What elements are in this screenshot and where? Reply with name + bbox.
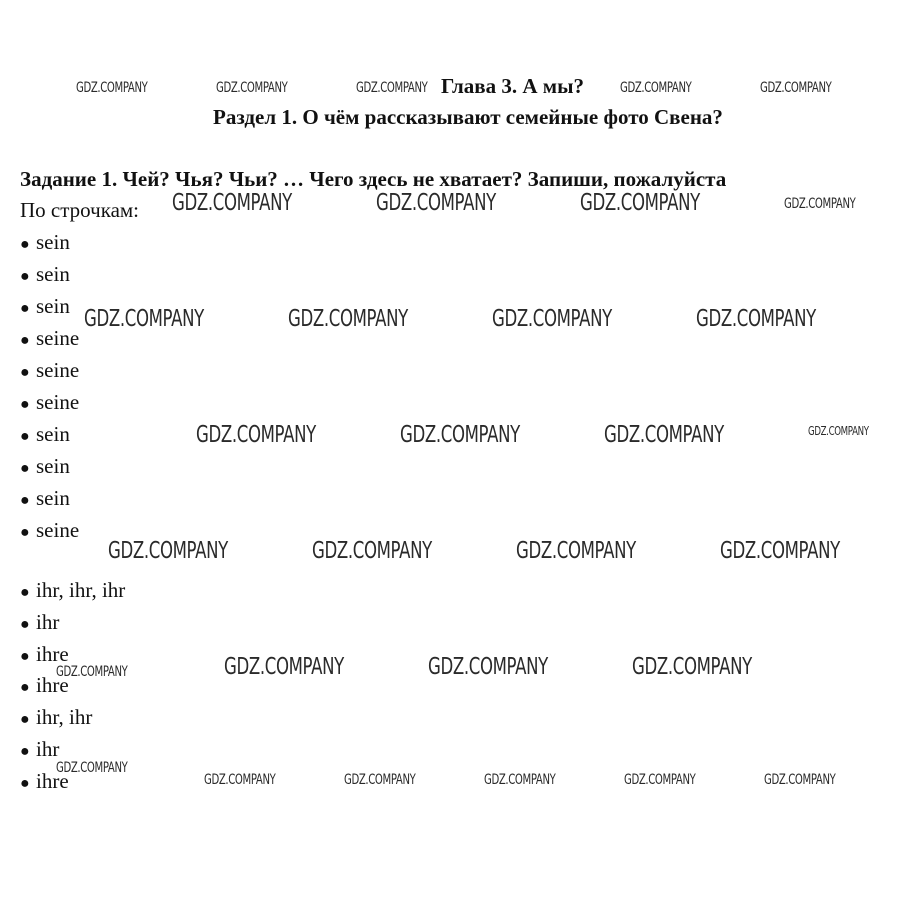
watermark: GDZ.COMPANY — [312, 538, 432, 564]
answer-text: seine — [36, 390, 80, 414]
answer-text: seine — [36, 518, 80, 542]
answer-text: ihr, ihr — [36, 705, 93, 730]
task-title: Задание 1. Чей? Чья? Чьи? … Чего здесь не хватает? Запиши, пожалуйста — [20, 167, 727, 191]
watermark: GDZ.COMPANY — [516, 538, 636, 564]
list-item — [20, 258, 79, 290]
answer-text: ihr — [36, 736, 60, 761]
answer-text: ihre — [36, 641, 69, 666]
watermark: GDZ.COMPANY — [784, 196, 856, 212]
bullet-icon: ● — [20, 492, 30, 509]
bullet-icon: ● — [20, 524, 30, 541]
list-item — [20, 575, 125, 607]
answer-text: seine — [36, 358, 80, 382]
watermark: GDZ.COMPANY — [764, 772, 836, 788]
watermark: GDZ.COMPANY — [356, 80, 428, 96]
answer-text: sein — [36, 230, 70, 254]
watermark: GDZ.COMPANY — [216, 80, 288, 96]
answer-text: sein — [36, 422, 70, 446]
watermark: GDZ.COMPANY — [492, 306, 612, 332]
watermark: GDZ.COMPANY — [288, 306, 408, 332]
bullet-icon: ● — [20, 300, 30, 317]
watermark: GDZ.COMPANY — [172, 190, 292, 216]
watermark: GDZ.COMPANY — [808, 424, 869, 438]
bullet-icon: ● — [20, 711, 30, 729]
section-heading: Раздел 1. О чём рассказывают семейные фото Свена? — [213, 105, 723, 129]
bullet-icon: ● — [20, 460, 30, 477]
watermark: GDZ.COMPANY — [624, 772, 696, 788]
bullet-icon: ● — [20, 332, 30, 349]
watermark: GDZ.COMPANY — [580, 190, 700, 216]
watermark: GDZ.COMPANY — [196, 422, 316, 448]
watermark: GDZ.COMPANY — [344, 772, 416, 788]
list-item — [20, 226, 79, 258]
watermark: GDZ.COMPANY — [620, 80, 692, 96]
watermark: GDZ.COMPANY — [76, 80, 148, 96]
list-item — [20, 418, 79, 450]
task-intro: По строчкам: — [20, 198, 140, 222]
bullet-icon: ● — [20, 615, 30, 633]
answer-text: ihr, ihr, ihr — [36, 578, 126, 602]
watermark: GDZ.COMPANY — [400, 422, 520, 448]
answer-text: ihre — [36, 673, 69, 698]
watermark: GDZ.COMPANY — [224, 654, 344, 680]
bullet-icon: ● — [20, 742, 30, 760]
answer-list-group-1 — [20, 226, 79, 546]
list-item — [20, 354, 79, 386]
watermark: GDZ.COMPANY — [84, 306, 204, 332]
watermark: GDZ.COMPANY — [428, 654, 548, 680]
list-item — [20, 482, 79, 514]
list-item — [20, 514, 79, 546]
list-item — [20, 322, 79, 354]
list-item — [20, 290, 79, 322]
watermark: GDZ.COMPANY — [108, 538, 228, 564]
watermark: GDZ.COMPANY — [484, 772, 556, 788]
bullet-icon: ● — [20, 428, 30, 445]
bullet-icon: ● — [20, 774, 30, 792]
bullet-icon: ● — [20, 647, 30, 665]
watermark: GDZ.COMPANY — [56, 760, 128, 776]
answer-text: sein — [36, 294, 70, 318]
answer-text: sein — [36, 454, 70, 478]
watermark: GDZ.COMPANY — [56, 664, 128, 680]
bullet-icon: ● — [20, 679, 30, 697]
answer-text: ihre — [36, 768, 69, 793]
list-item — [20, 702, 125, 734]
chapter-heading: Глава 3. А мы? — [441, 74, 584, 98]
answer-text: seine — [36, 326, 80, 350]
watermark: GDZ.COMPANY — [376, 190, 496, 216]
watermark: GDZ.COMPANY — [720, 538, 840, 564]
watermark: GDZ.COMPANY — [604, 422, 724, 448]
answer-text: sein — [36, 262, 70, 286]
list-item — [20, 386, 79, 418]
answer-text: sein — [36, 486, 70, 510]
list-item — [20, 450, 79, 482]
bullet-icon: ● — [20, 584, 30, 601]
watermark: GDZ.COMPANY — [204, 772, 276, 788]
bullet-icon: ● — [20, 396, 30, 413]
watermark: GDZ.COMPANY — [696, 306, 816, 332]
bullet-icon: ● — [20, 364, 30, 381]
bullet-icon: ● — [20, 236, 30, 253]
list-item — [20, 607, 125, 639]
watermark: GDZ.COMPANY — [760, 80, 832, 96]
watermark: GDZ.COMPANY — [632, 654, 752, 680]
bullet-icon: ● — [20, 268, 30, 285]
answer-text: ihr — [36, 609, 60, 634]
